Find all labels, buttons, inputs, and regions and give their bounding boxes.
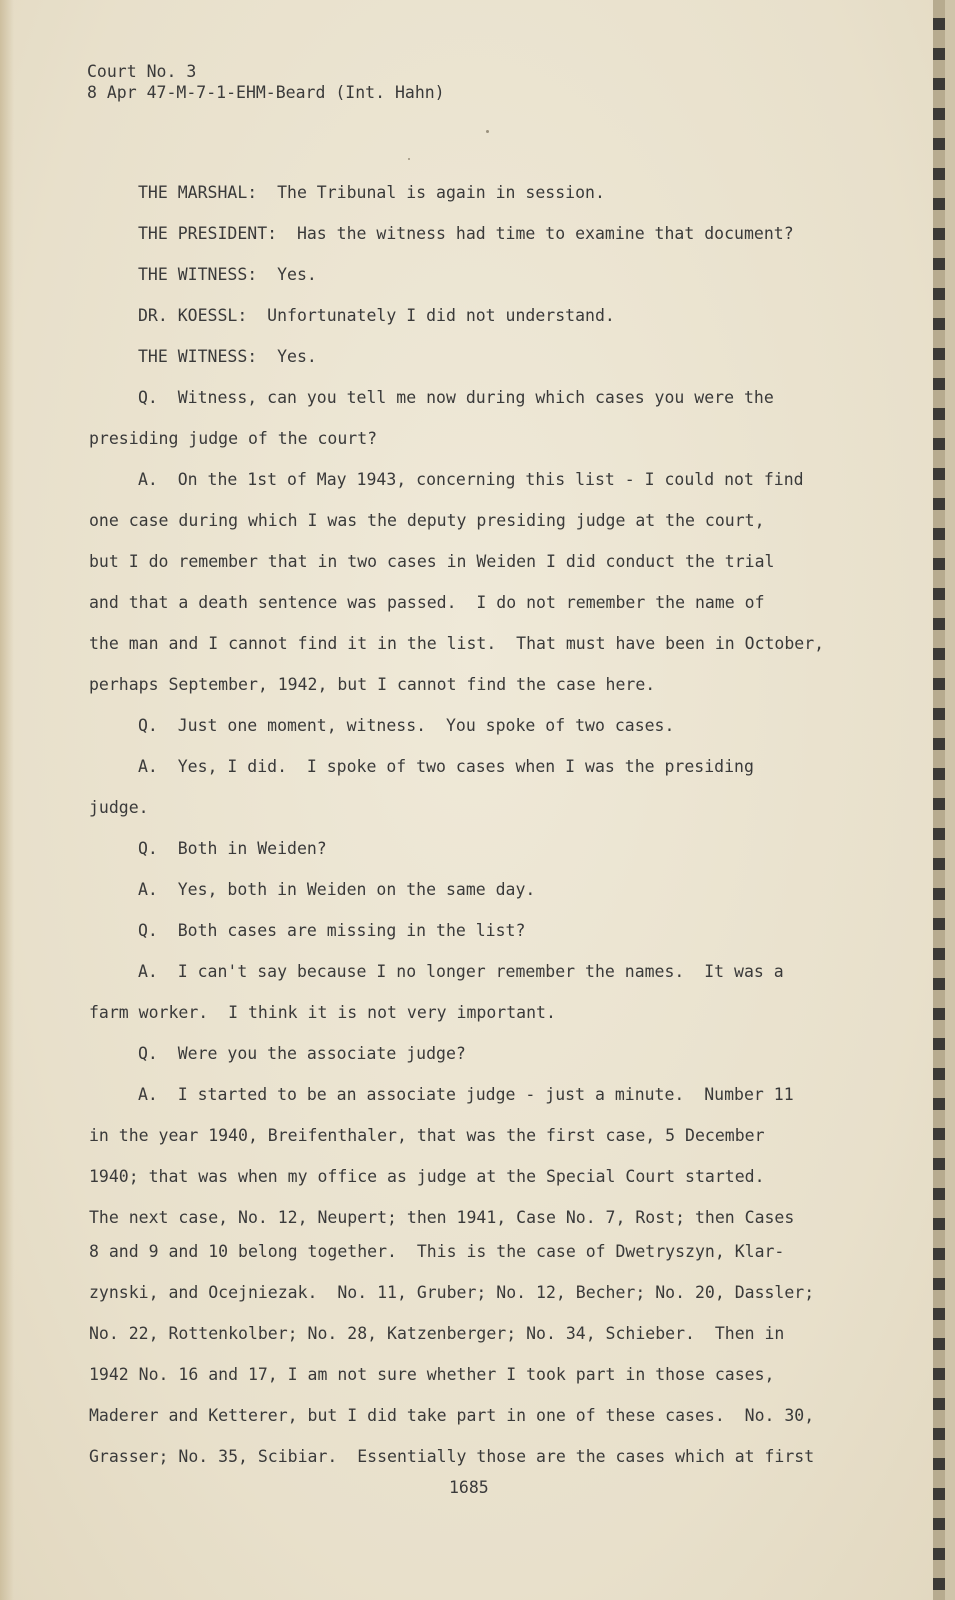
transcript-line: Maderer and Ketterer, but I did take part in one of these cases. No. 30, [89,1406,815,1425]
page-number: 1685 [449,1478,489,1497]
transcript-line: one case during which I was the deputy presiding judge at the court, [89,511,765,530]
document-header [87,61,445,103]
transcript-line: THE WITNESS: Yes. [138,347,317,366]
transcript-line: Q. Just one moment, witness. You spoke of two cases. [138,716,675,735]
transcript-line: perhaps September, 1942, but I cannot find the case here. [89,675,656,694]
transcript-line: Q. Were you the associate judge? [138,1044,466,1063]
transcript-line: 1942 No. 16 and 17, I am not sure whether I took part in those cases, [89,1365,775,1384]
transcript-line: A. On the 1st of May 1943, concerning this list - I could not find [138,470,804,489]
transcript-line: Q. Both in Weiden? [138,839,327,858]
transcript-line: The next case, No. 12, Neupert; then 1941, Case No. 7, Rost; then Cases [89,1208,795,1227]
transcript-line: DR. KOESSL: Unfortunately I did not understand. [138,306,615,325]
transcript-body [89,182,889,1487]
page-shadow-edge [0,0,14,1600]
transcript-line: THE WITNESS: Yes. [138,265,317,284]
transcript-line: A. Yes, both in Weiden on the same day. [138,880,536,899]
transcript-line: 1940; that was when my office as judge at the Special Court started. [89,1167,765,1186]
transcript-line: but I do remember that in two cases in Weiden I did conduct the trial [89,552,775,571]
transcript-line: the man and I cannot find it in the list. That must have been in October, [89,634,825,653]
transcript-line: THE MARSHAL: The Tribunal is again in session. [138,183,605,202]
transcript-line: judge. [89,798,149,817]
transcript-line: zynski, and Ocejniezak. No. 11, Gruber; No. 12, Becher; No. 20, Dassler; [89,1283,815,1302]
transcript-line: in the year 1940, Breifenthaler, that was the first case, 5 December [89,1126,765,1145]
paper-speck [408,158,410,160]
transcript-line: A. Yes, I did. I spoke of two cases when I was the presiding [138,757,754,776]
transcript-line: Q. Both cases are missing in the list? [138,921,526,940]
transcript-line: presiding judge of the court? [89,429,378,448]
transcript-line: Grasser; No. 35, Scibiar. Essentially those are the cases which at first [89,1447,815,1466]
transcript-line: No. 22, Rottenkolber; No. 28, Katzenberger; No. 34, Schieber. Then in [89,1324,785,1343]
transcript-line: A. I can't say because I no longer remember the names. It was a [138,962,784,981]
transcript-line: THE PRESIDENT: Has the witness had time to examine that document? [138,224,794,243]
binding-strip [933,0,945,1600]
transcript-line: and that a death sentence was passed. I do not remember the name of [89,593,765,612]
transcript-line: A. I started to be an associate judge - just a minute. Number 11 [138,1085,794,1104]
transcript-line: farm worker. I think it is not very important. [89,1003,556,1022]
document-reference: 8 Apr 47-M-7-1-EHM-Beard (Int. Hahn) [87,83,445,102]
transcript-line: 8 and 9 and 10 belong together. This is the case of Dwetryszyn, Klar- [89,1242,785,1261]
court-number: Court No. 3 [87,62,197,81]
transcript-line: Q. Witness, can you tell me now during which cases you were the [138,388,774,407]
paper-speck [486,130,489,133]
